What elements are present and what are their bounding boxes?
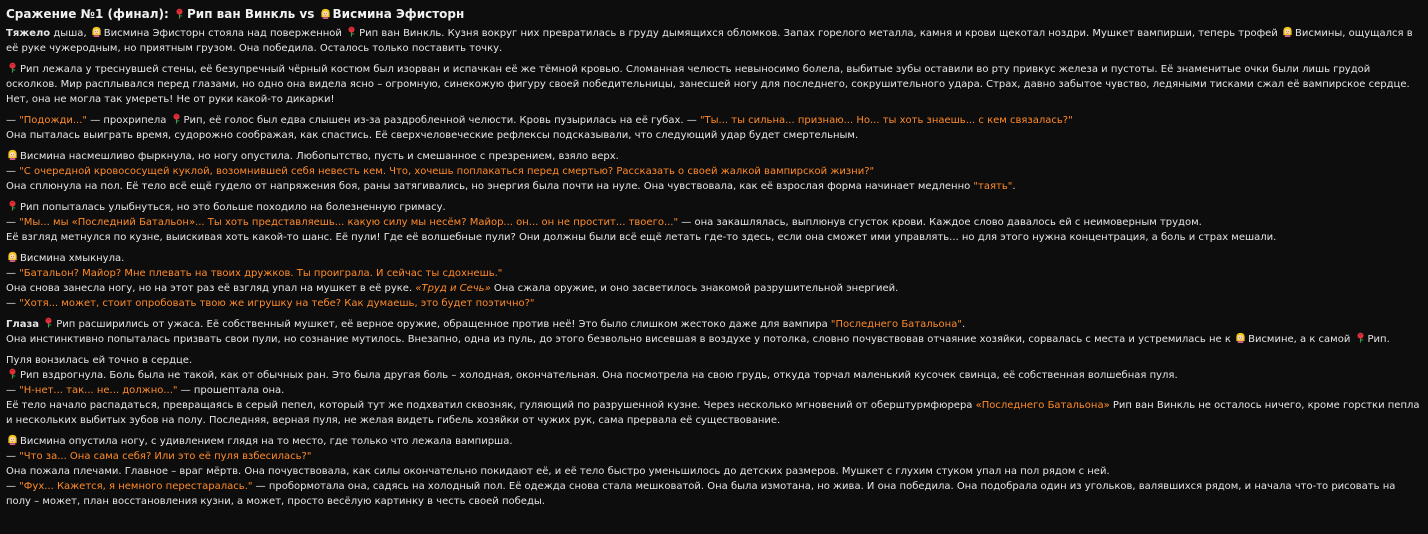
text: — bbox=[6, 268, 20, 279]
bold-word: Тяжело bbox=[6, 28, 51, 39]
girl-icon bbox=[91, 26, 102, 37]
text: Она сплюнула на пол. Её тело всё ещё гудело от напряжения боя, раны затягивались, но энергия была почти на нуле. Она чувствовала, как её взрослая форма начинает медленно bbox=[6, 181, 974, 192]
text: — bbox=[6, 298, 20, 309]
text: Висмины, ощущался в её руке чужеродным, но приятным грузом. Она победила. Осталось только поставить точку. bbox=[6, 28, 1413, 54]
dialogue-quote: "Батальон? Майор? Мне плевать на твоих дружков. Ты проиграла. И сейчас ты сдохнешь." bbox=[19, 268, 503, 279]
text: дыша, bbox=[50, 28, 90, 39]
paragraph-8 bbox=[6, 353, 1420, 428]
text: — прохрипела bbox=[87, 115, 170, 126]
girl-icon bbox=[7, 251, 18, 262]
text: Она сжала оружие, и оно засветилось знакомой разрушительной энергией. bbox=[490, 283, 899, 294]
text: Она пожала плечами. Главное – враг мёртв. Она почувствовала, как силы окончательно покидают её, и её тело быстро уменьшилось до детских размеров. Мушкет с глухим стуком упал на пол рядом с ней. bbox=[6, 466, 1110, 477]
paragraph-9 bbox=[6, 434, 1420, 509]
dialogue-quote: "Последнего Батальона" bbox=[830, 319, 962, 330]
dialogue-quote: "Мы... мы «Последний Батальон»... Ты хоть представляешь... какую силу мы несём? Майор... он... он не простит... твоего..." bbox=[19, 217, 679, 228]
text: Рип вздрогнула. Боль была не такой, как от обычных ран. Это была другая боль – холодная, окончательная. Она посмотрела на свою грудь, откуда торчал маленький кусочек свинца, её собственная волшебная пуля. bbox=[20, 370, 1178, 381]
girl-icon bbox=[1282, 26, 1293, 37]
text: . bbox=[1012, 181, 1016, 192]
text: Её тело начало распадаться, превращаясь в серый пепел, который тут же подхватил сквозняк, гуляющий по разрушенной кузне. Через несколько мгновений от оберштурмфюрера bbox=[6, 400, 976, 411]
girl-icon bbox=[1235, 332, 1246, 343]
dialogue-quote: "Н-нет... так... не... должно..." bbox=[19, 385, 178, 396]
text: Её взгляд метнулся по кузне, выискивая хоть какой-то шанс. Её пули! Где её волшебные пули? Они должны были всё ещё летать где-то здесь, если она сможет ими управлять... но для этого нужна концентрация, а боль и страх мешали. bbox=[6, 232, 1277, 243]
title-prefix: Сражение №1 (финал): bbox=[6, 7, 173, 21]
text: Рип ван Винкль не осталось ничего, кроме горстки пепла и нескольких выбитых зубов на полу. Последняя, верная пуля, не желая видеть гибель хозяйки от чужих рук, сама прервала её существование. bbox=[6, 400, 1420, 426]
text: — прошептала она. bbox=[177, 385, 285, 396]
paragraph-1 bbox=[6, 26, 1420, 56]
text: Рип, её голос был едва слышен из-за раздробленной челюсти. Кровь пузырилась на её губах. — bbox=[183, 115, 700, 126]
girl-icon bbox=[7, 434, 18, 445]
paragraph-4 bbox=[6, 149, 1420, 194]
dialogue-quote: "Хотя... может, стоит опробовать твою же игрушку на тебе? Как думаешь, это будет поэтично?" bbox=[19, 298, 535, 309]
girl-icon bbox=[320, 8, 331, 19]
dialogue-quote: "Ты... ты сильна... признаю... Но... ты хоть знаешь... с кем связалась?" bbox=[699, 115, 1073, 126]
rose-icon bbox=[7, 62, 18, 73]
text: Рип лежала у треснувшей стены, её безупречный чёрный костюм был изорван и испачкан её же тёмной кровью. Сломанная челюсть невыносимо болела, выбитые зубы оставили во рту привкус железа и пустоты. Её знаменитые очки были лишь грудой осколков. Мир расплывался перед глазами, но одно она видела ясно – огромную, синекожую фигуру своей победительницы, занесшей ногу для последнего, сокрушительного удара. Страх, давно забытое чувство, ледяными тисками сжал её вампирское сердце. Нет, она не могла так умереть! Не от руки какой-то дикарки! bbox=[6, 64, 1410, 105]
dialogue-quote: "Подожди..." bbox=[19, 115, 88, 126]
text: Висмине, а к самой bbox=[1248, 334, 1354, 345]
text: Рип ван Винкль. Кузня вокруг них превратилась в груду дымящихся обломков. Запах горелого металла, камня и крови щекотал ноздри. Мушкет вампирши, теперь трофей bbox=[359, 28, 1281, 39]
title-fighter-b: Висмина Эфисторн bbox=[332, 7, 465, 21]
text: — она закашлялась, выплюнув сгусток крови. Каждое слово давалось ей с неимоверным трудом. bbox=[678, 217, 1202, 228]
text: Она инстинктивно попыталась призвать свои пули, но сознание мутилось. Внезапно, одна из пуль, до этого безвольно висевшая в воздухе у потолка, словно почувствовав отчаяние хозяйки, сорвалась с места и устремилась не к bbox=[6, 334, 1235, 345]
text: Висмина Эфисторн стояла над поверженной bbox=[103, 28, 346, 39]
text: — bbox=[6, 217, 20, 228]
paragraph-7 bbox=[6, 317, 1420, 347]
title-vs: vs bbox=[295, 7, 319, 21]
rose-icon bbox=[346, 26, 357, 37]
text: Висмина опустила ногу, с удивлением глядя на то место, где только что лежала вампирша. bbox=[20, 436, 513, 447]
rose-icon bbox=[43, 317, 54, 328]
text: Она пыталась выиграть время, судорожно соображая, как спастись. Её сверхчеловеческие рефлексы подсказывали, что следующий удар будет смертельным. bbox=[6, 130, 859, 141]
paragraph-5 bbox=[6, 200, 1420, 245]
text: Рип. bbox=[1367, 334, 1390, 345]
girl-icon bbox=[7, 149, 18, 160]
text: Она снова занесла ногу, но на этот раз её взгляд упал на мушкет в её руке. bbox=[6, 283, 416, 294]
dialogue-quote: «Последнего Батальона» bbox=[975, 400, 1110, 411]
text: Пуля вонзилась ей точно в сердце. bbox=[6, 355, 193, 366]
rose-icon bbox=[7, 200, 18, 211]
paragraph-6 bbox=[6, 251, 1420, 311]
text: . bbox=[961, 319, 966, 330]
text bbox=[39, 319, 42, 330]
title-fighter-a: Рип ван Винкль bbox=[187, 7, 296, 21]
text: Рип расширились от ужаса. Её собственный мушкет, её верное оружие, обращенное против неё! Это было слишком жестоко даже для вампира bbox=[56, 319, 831, 330]
dialogue-quote: "Фух... Кажется, я немного перестаралась." bbox=[19, 481, 253, 492]
paragraph-2 bbox=[6, 62, 1420, 107]
text: Висмина насмешливо фыркнула, но ногу опустила. Любопытство, пусть и смешанное с презрением, взяло верх. bbox=[20, 151, 619, 162]
dialogue-quote: "Что за... Она сама себя? Или это её пуля взбесилась?" bbox=[19, 451, 312, 462]
rose-icon bbox=[1355, 332, 1366, 343]
dialogue-quote: "таять" bbox=[973, 181, 1013, 192]
rose-icon bbox=[174, 8, 185, 19]
page-title bbox=[6, 6, 1420, 22]
text: — bbox=[6, 166, 20, 177]
text: — пробормотала она, садясь на холодный пол. Её одежда снова стала мешковатой. Она была измотана, но жива. И она победила. Она подобрала один из угольков, валявшихся рядом, и начала что-то рисовать на полу – может, план восстановления кузни, а может, просто весёлую картинку в честь своей победы. bbox=[6, 481, 1396, 507]
text: — bbox=[6, 115, 20, 126]
text: — bbox=[6, 481, 20, 492]
weapon-name: «Труд и Сечь» bbox=[415, 283, 491, 294]
dialogue-quote: "С очередной кровососущей куклой, возомнившей себя невесть кем. Что, хочешь поплакаться перед смертью? Рассказать о своей жалкой вампирской жизни?" bbox=[19, 166, 875, 177]
bold-word: Глаза bbox=[6, 319, 40, 330]
text: — bbox=[6, 451, 20, 462]
text: Висмина хмыкнула. bbox=[20, 253, 125, 264]
text: — bbox=[6, 385, 20, 396]
rose-icon bbox=[171, 113, 182, 124]
rose-icon bbox=[7, 368, 18, 379]
paragraph-3 bbox=[6, 113, 1420, 143]
text: Рип попыталась улыбнуться, но это больше походило на болезненную гримасу. bbox=[20, 202, 446, 213]
